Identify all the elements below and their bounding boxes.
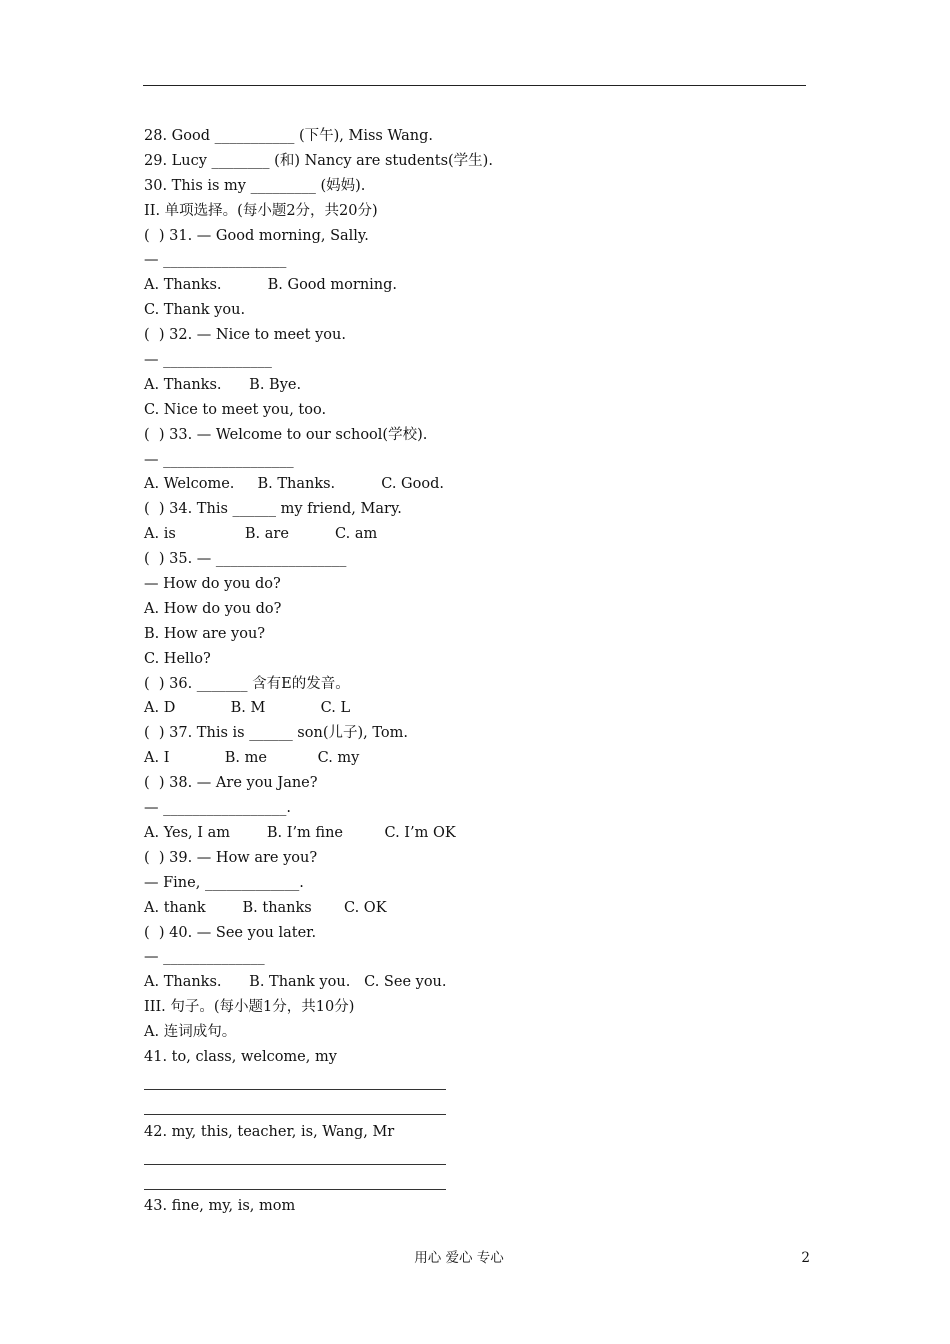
answer-rule-42-b — [144, 1189, 446, 1190]
question-31-response: — _________________ — [144, 252, 287, 269]
question-43: 43. fine, my, is, mom — [144, 1198, 296, 1215]
question-40: ( ) 40. — See you later. — [144, 924, 317, 941]
question-34: ( ) 34. This ______ my friend, Mary. — [144, 501, 402, 518]
question-32-option-c: C. Nice to meet you, too. — [144, 401, 327, 418]
question-40-response: — ______________ — [144, 949, 265, 966]
question-33: ( ) 33. — Welcome to our school(学校). — [144, 426, 428, 443]
question-40-options: A. Thanks. B. Thank you. C. See you. — [144, 974, 447, 991]
section-iii-part-a: A. 连词成句。 — [144, 1024, 237, 1041]
question-38-response: — _________________. — [144, 800, 291, 817]
section-ii-heading: II. 单项选择。(每小题2分，共20分) — [144, 202, 378, 219]
answer-rule-41-b — [144, 1114, 446, 1115]
question-39-response: — Fine, _____________. — [144, 874, 304, 891]
question-36: ( ) 36. _______ 含有E的发音。 — [144, 675, 350, 692]
answer-rule-42-a — [144, 1164, 446, 1165]
question-37-options: A. I B. me C. my — [144, 750, 360, 767]
header-rule — [143, 85, 806, 86]
footer-motto: 用心 爱心 专心 — [414, 1250, 504, 1266]
question-35-option-c: C. Hello? — [144, 650, 211, 667]
question-30: 30. This is my _________ (妈妈). — [144, 177, 366, 194]
answer-rule-41-a — [144, 1089, 446, 1090]
question-35-option-b: B. How are you? — [144, 625, 266, 642]
section-iii-heading: III. 句子。(每小题1分，共10分) — [144, 999, 355, 1016]
question-42-answer-line-2 — [144, 1169, 804, 1194]
question-32-options-ab: A. Thanks. B. Bye. — [144, 376, 302, 393]
question-33-options: A. Welcome. B. Thanks. C. Good. — [144, 476, 444, 493]
question-41-answer-line-2 — [144, 1095, 804, 1120]
question-32-response: — _______________ — [144, 352, 272, 369]
question-31: ( ) 31. — Good morning, Sally. — [144, 227, 369, 244]
question-31-option-c: C. Thank you. — [144, 302, 246, 319]
worksheet-body — [144, 124, 804, 1219]
question-39-options: A. thank B. thanks C. OK — [144, 899, 387, 916]
page-footer — [0, 1248, 950, 1268]
question-42: 42. my, this, teacher, is, Wang, Mr — [144, 1123, 395, 1140]
question-42-answer-line-1 — [144, 1145, 804, 1170]
question-38-options: A. Yes, I am B. I’m fine C. I’m OK — [144, 824, 456, 841]
question-38: ( ) 38. — Are you Jane? — [144, 775, 318, 792]
question-28: 28. Good ___________ (下午), Miss Wang. — [144, 128, 433, 144]
question-41-answer-line-1 — [144, 1070, 804, 1095]
question-35-option-a: A. How do you do? — [144, 600, 282, 617]
page-number: 2 — [801, 1250, 810, 1266]
question-35: ( ) 35. — __________________ — [144, 551, 347, 568]
question-35-response: — How do you do? — [144, 576, 281, 593]
question-31-options-ab: A. Thanks. B. Good morning. — [144, 277, 398, 294]
question-39: ( ) 39. — How are you? — [144, 849, 318, 866]
question-41: 41. to, class, welcome, my — [144, 1048, 337, 1065]
question-33-response: — __________________ — [144, 451, 294, 468]
question-29: 29. Lucy ________ (和) Nancy are students(学生). — [144, 152, 493, 169]
question-37: ( ) 37. This is ______ son(儿子), Tom. — [144, 725, 408, 742]
question-34-options: A. is B. are C. am — [144, 526, 378, 543]
question-36-options: A. D B. M C. L — [144, 700, 351, 717]
question-32: ( ) 32. — Nice to meet you. — [144, 327, 346, 344]
